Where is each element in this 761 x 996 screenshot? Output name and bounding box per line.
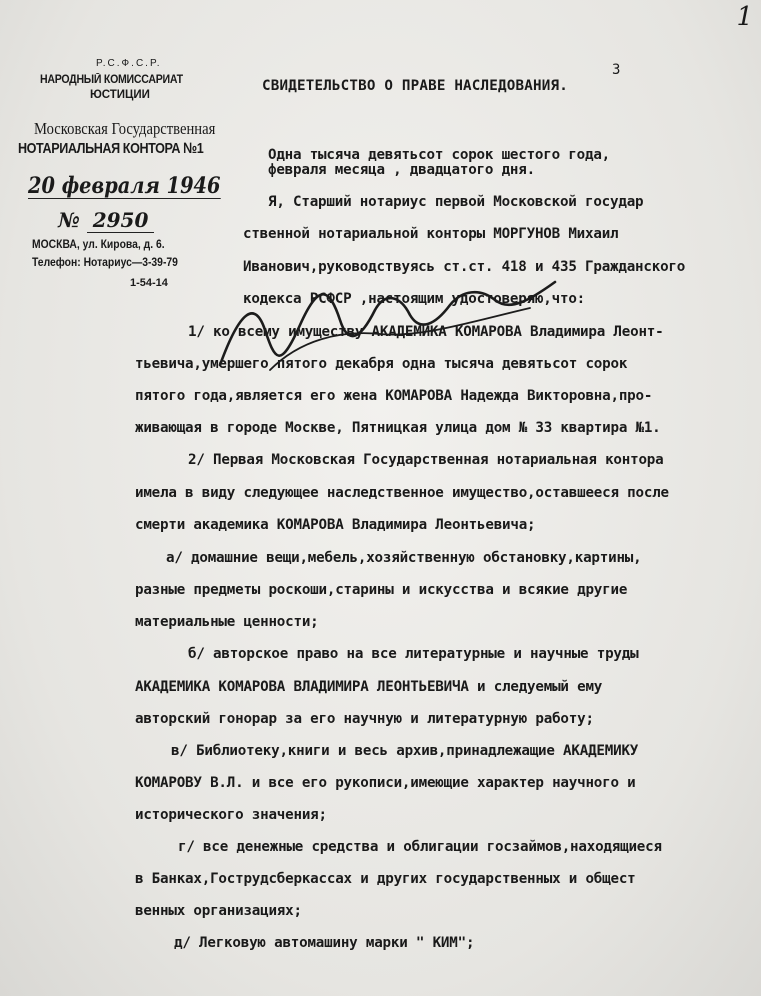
margin-mark: 3 [612, 62, 621, 78]
stamp-phone: Телефон: Нотариус—3-39-79 [32, 257, 178, 269]
text-line: пятого года,является его жена КОМАРОВА Надежда Викторовна,про- [135, 388, 653, 404]
stamp-registry-number [58, 208, 154, 233]
stamp-justice: ЮСТИЦИИ [90, 89, 150, 101]
text-line: АКАДЕМИКА КОМАРОВА ВЛАДИМИРА ЛЕОНТЬЕВИЧА и следуемый ему [135, 679, 603, 695]
text-line: Я, Старший нотариус первой Московской государ [268, 194, 644, 210]
text-line: д/ Легковую автомашину марки " КИМ"; [174, 935, 475, 951]
text-line: в Банках,Гострудсберкассах и других государственных и общест [135, 871, 636, 887]
number-value: 2950 [87, 208, 155, 233]
text-line: КОМАРОВУ В.Л. и все его рукописи,имеющие характер научного и [135, 775, 636, 791]
text-line: разные предметы роскоши,старины и искусства и всякие другие [135, 582, 628, 598]
date-month: февраля [61, 173, 160, 199]
text-line: имела в виду следующее наследственное имущество,оставшееся после [135, 485, 669, 501]
text-line: кодекса РСФСР ,настоящим удостоверяю,что: [243, 291, 586, 307]
number-label: № [58, 208, 80, 232]
date-day: 20 [28, 173, 55, 199]
stamp-moscow-state: Московская Государственная [34, 119, 216, 138]
text-line: 1/ ко всему имуществу АКАДЕМИКА КОМАРОВА Владимира Леонт- [188, 324, 664, 340]
text-line: февраля месяца , двадцатого дня. [268, 162, 535, 178]
stamp-handwritten-date [28, 174, 221, 199]
stamp-seal-text: 1-54-14 [130, 277, 168, 289]
text-line: живающая в городе Москве, Пятницкая улица дом № 33 квартира №1. [135, 420, 661, 436]
text-line: 2/ Первая Московская Государственная нотариальная контора [188, 452, 664, 468]
stamp-rsfsr: Р.С.Ф.С.Р. [96, 58, 162, 69]
stamp-commissariat: НАРОДНЫЙ КОМИССАРИАТ [40, 74, 183, 86]
text-line: материальные ценности; [135, 614, 319, 630]
text-line: Одна тысяча девятьсот сорок шестого года, [268, 147, 611, 163]
date-year: 1946 [166, 173, 221, 199]
page-number: 1 [736, 2, 753, 32]
text-line: ственной нотариальной конторы МОРГУНОВ Михаил [243, 226, 619, 242]
text-line: б/ авторское право на все литературные и научные труды [188, 646, 639, 662]
text-line: а/ домашние вещи,мебель,хозяйственную обстановку,картины, [166, 550, 642, 566]
stamp-address: МОСКВА, ул. Кирова, д. 6. [32, 239, 165, 251]
document-title: СВИДЕТЕЛЬСТВО О ПРАВЕ НАСЛЕДОВАНИЯ. [262, 78, 568, 94]
stamp-office-number: НОТАРИАЛЬНАЯ КОНТОРА №1 [18, 140, 204, 157]
text-line: Иванович,руководствуясь ст.ст. 418 и 435 Гражданского [243, 259, 686, 275]
text-line: смерти академика КОМАРОВА Владимира Леонтьевича; [135, 517, 536, 533]
text-line: в/ Библиотеку,книги и весь архив,принадлежащие АКАДЕМИКУ [171, 743, 639, 759]
text-line: исторического значения; [135, 807, 327, 823]
text-line: тьевича,умершего пятого декабря одна тысяча девятьсот сорок [135, 356, 628, 372]
text-line: авторский гонорар за его научную и литературную работу; [135, 711, 594, 727]
text-line: венных организациях; [135, 903, 302, 919]
text-line: г/ все денежные средства и облигации госзаймов,находящиеся [178, 839, 662, 855]
